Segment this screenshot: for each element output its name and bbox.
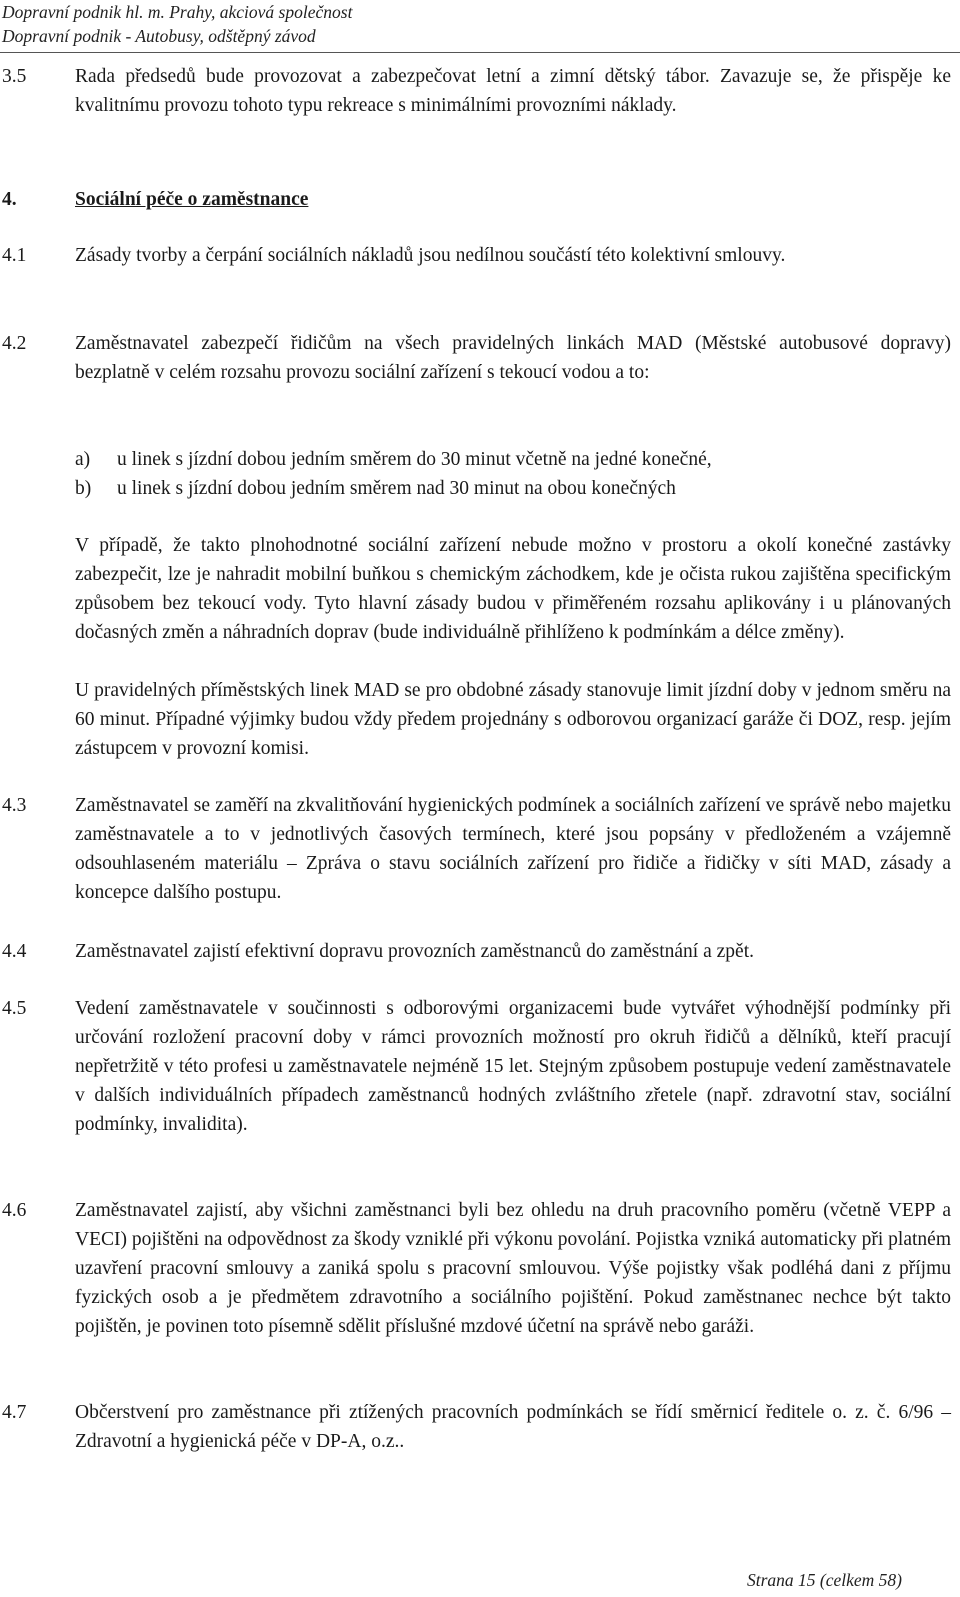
section-number-3-5: 3.5 (2, 66, 27, 87)
section-number-4-7: 4.7 (2, 1402, 27, 1423)
header-company-line: Dopravní podnik hl. m. Prahy, akciová společnost (2, 2, 353, 22)
section-number-4-4: 4.4 (2, 941, 27, 962)
section-text-4-4: Zaměstnavatel zajistí efektivní dopravu provozních zaměstnanců do zaměstnání a zpět. (75, 941, 754, 962)
section-4-2-paragraph-2: V případě, že takto plnohodnotné sociální zařízení nebude možno v prostoru a okolí konečné zastávky zabezpečit, lze je nahradit mobilní buňkou s chemickým záchodkem, kde je očista rukou zajištěna specifickým způsobem bez tekoucí vody. Tyto hlavní zásady budou v přiměřeném rozsahu aplikovány i u plánovaných dočasných změn a náhradních doprav (bude individuálně přihlíženo k podmínkám a délce změny). (75, 535, 951, 643)
list-item-a: u linek s jízdní dobou jedním směrem do 30 minut včetně na jedné konečné, (117, 449, 712, 470)
header-divider (0, 52, 960, 53)
section-number-4: 4. (2, 189, 17, 210)
section-text-4-7: Občerstvení pro zaměstnance při ztížených pracovních podmínkách se řídí směrnicí ředitele o. z. č. 6/96 – Zdravotní a hygienická péče v DP-A, o.z.. (75, 1402, 951, 1452)
section-text-4-2: Zaměstnavatel zabezpečí řidičům na všech pravidelných linkách MAD (Městské autobusové dopravy) bezplatně v celém rozsahu provozu sociální zařízení s tekoucí vodou a to: (75, 333, 951, 383)
section-4-2-paragraph-3: U pravidelných příměstských linek MAD se pro obdobné zásady stanovuje limit jízdní doby v jednom směru na 60 minut. Případné výjimky budou vždy předem projednány s odborovou organizací garáže či DOZ, resp. jejím zástupcem v provozní komisi. (75, 680, 951, 759)
list-label-a: a) (75, 449, 91, 470)
section-number-4-5: 4.5 (2, 998, 27, 1019)
section-text-3-5: Rada předsedů bude provozovat a zabezpečovat letní a zimní dětský tábor. Zavazuje se, že přispěje ke kvalitnímu provozu tohoto typu rekreace s minimálními provozními náklady. (75, 66, 951, 116)
section-text-4-3: Zaměstnavatel se zaměří na zkvalitňování hygienických podmínek a sociálních zařízení ve správě nebo majetku zaměstnavatele a to v jednotlivých časových termínech, které jsou popsány v předloženém a vzájemně odsouhlaseném materiálu – Zpráva o stavu sociálních zařízení pro řidiče a řidičky v síti MAD, zásady a koncepce dalšího postupu. (75, 795, 951, 903)
list-item-b: u linek s jízdní dobou jedním směrem nad 30 minut na obou konečných (117, 478, 676, 499)
section-number-4-3: 4.3 (2, 795, 27, 816)
section-text-4-6: Zaměstnavatel zajistí, aby všichni zaměstnanci byli bez ohledu na druh pracovního poměru (včetně VEPP a VECI) pojištěni na odpovědnost za škody vzniklé při výkonu povolání. Pojistka vzniká automaticky při platném uzavření pracovní smlouvy a zaniká spolu s pracovní smlouvou. Výše pojistky však podléhá dani z příjmu fyzických osob a je předmětem zdravotního a sociálního pojištění. Pokud zaměstnanec nechce být takto pojištěn, je povinen toto písemně sdělit příslušné mzdové účetní na správě nebo garáži. (75, 1200, 951, 1337)
list-label-b: b) (75, 478, 92, 499)
header-division-line: Dopravní podnik - Autobusy, odštěpný závod (2, 26, 316, 46)
section-title-4: Sociální péče o zaměstnance (75, 189, 309, 210)
section-number-4-2: 4.2 (2, 333, 27, 354)
section-number-4-1: 4.1 (2, 245, 27, 266)
document-header (2, 0, 352, 48)
section-text-4-1: Zásady tvorby a čerpání sociálních nákladů jsou nedílnou součástí této kolektivní smlouvy. (75, 245, 786, 266)
section-text-4-5: Vedení zaměstnavatele v součinnosti s odborovými organizacemi bude vytvářet výhodnější podmínky při určování rozložení pracovní doby v rámci provozních možností pro okruh řidičů a dělníků, kteří pracují nepřetržitě v této profesi u zaměstnavatele nejméně 15 let. Stejným způsobem postupuje vedení zaměstnavatele v dalších individuálních případech zaměstnanců hodných zvláštního zřetele (např. zdravotní stav, sociální podmínky, invalidita). (75, 998, 951, 1135)
page-number: Strana 15 (celkem 58) (746, 1570, 902, 1590)
section-number-4-6: 4.6 (2, 1200, 27, 1221)
